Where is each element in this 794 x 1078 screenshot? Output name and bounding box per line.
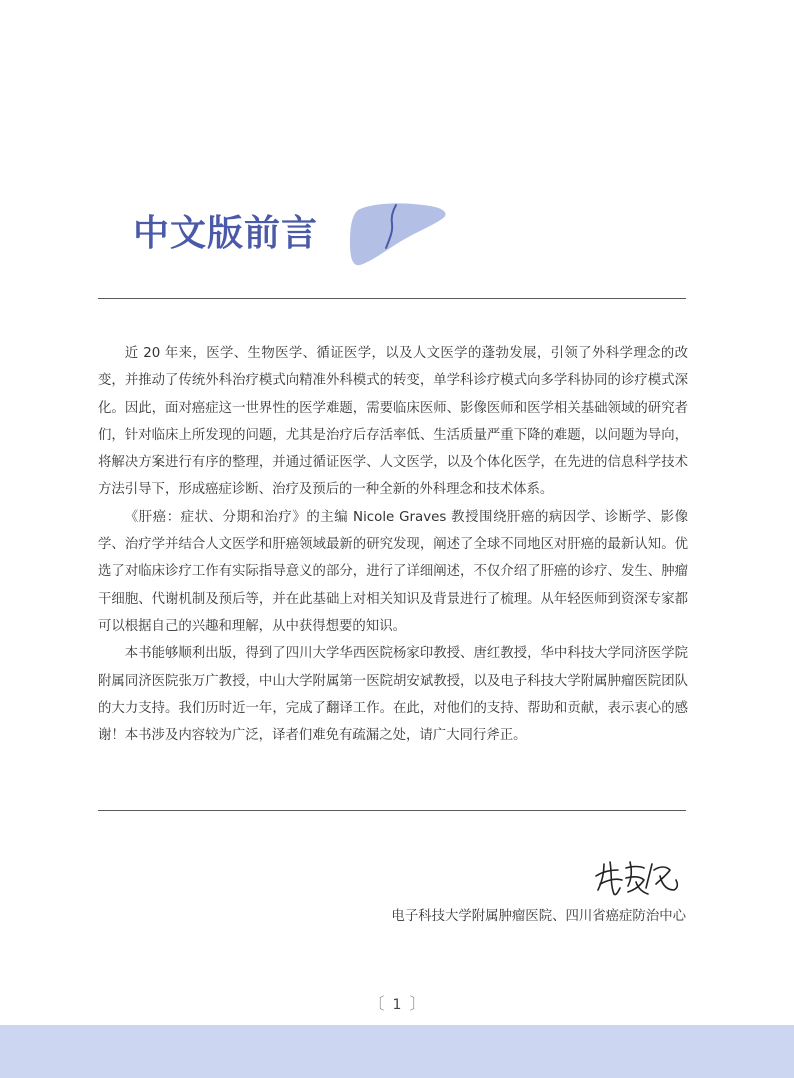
preface-body bbox=[98, 340, 688, 749]
translator-affiliation: 电子科技大学附属肿瘤医院、四川省癌症防治中心 bbox=[391, 909, 686, 924]
footer-band bbox=[0, 1025, 794, 1078]
paragraph-2: 《肝癌：症状、分期和治疗》的主编 Nicole Graves 教授围绕肝癌的病因学、诊断学、影像学、治疗学并结合人文医学和肝癌领域最新的研究发现，阐述了全球不同地区对肝癌的最新认知。优选了对临床诊疗工作有实际指导意义的部分，进行了详细阐述，不仅介绍了肝癌的诊疗、发生、肿瘤干细胞、代谢机制及预后等，并在此基础上对相关知识及背景进行了梳理。从年轻医师到资深专家都可以根据自己的兴趣和理解，从中获得想要的知识。 bbox=[98, 509, 688, 634]
page-number-value: 1 bbox=[392, 997, 402, 1013]
page-bracket-right: 〕 bbox=[409, 994, 426, 1013]
paragraph-3: 本书能够顺利出版，得到了四川大学华西医院杨家印教授、唐红教授，华中科技大学同济医学院附属同济医院张万广教授，中山大学附属第一医院胡安斌教授，以及电子科技大学附属肿瘤医院团队的大力支持。我们历时近一年，完成了翻译工作。在此，对他们的支持、帮助和贡献，表示衷心的感谢！本书涉及内容较为广泛，译者们难免有疏漏之处，请广大同行斧正。 bbox=[98, 646, 688, 744]
bottom-divider bbox=[98, 810, 686, 811]
paragraph-1: 近 20 年来，医学、生物医学、循证医学，以及人文医学的蓬勃发展，引领了外科学理念的改变，并推动了传统外科治疗模式向精准外科模式的转变，单学科诊疗模式向多学科协同的诊疗模式深化。因此，面对癌症这一世界性的医学难题，需要临床医师、影像医师和医学相关基础领域的研究者们，针对临床上所发现的问题，尤其是治疗后存活率低、生活质量严重下降的难题，以问题为导向，将解决方案进行有序的整理，并通过循证医学、人文医学，以及个体化医学，在先进的信息科学技术方法引导下，形成癌症诊断、治疗及预后的一种全新的外科理念和技术体系。 bbox=[98, 346, 688, 498]
page-number bbox=[0, 993, 794, 1016]
handwritten-signature bbox=[590, 854, 682, 900]
liver-icon bbox=[346, 200, 450, 268]
liver-shape bbox=[350, 203, 446, 265]
page-title: 中文版前言 bbox=[133, 212, 319, 254]
top-divider bbox=[98, 298, 686, 299]
page-bracket-left: 〔 bbox=[368, 994, 385, 1013]
